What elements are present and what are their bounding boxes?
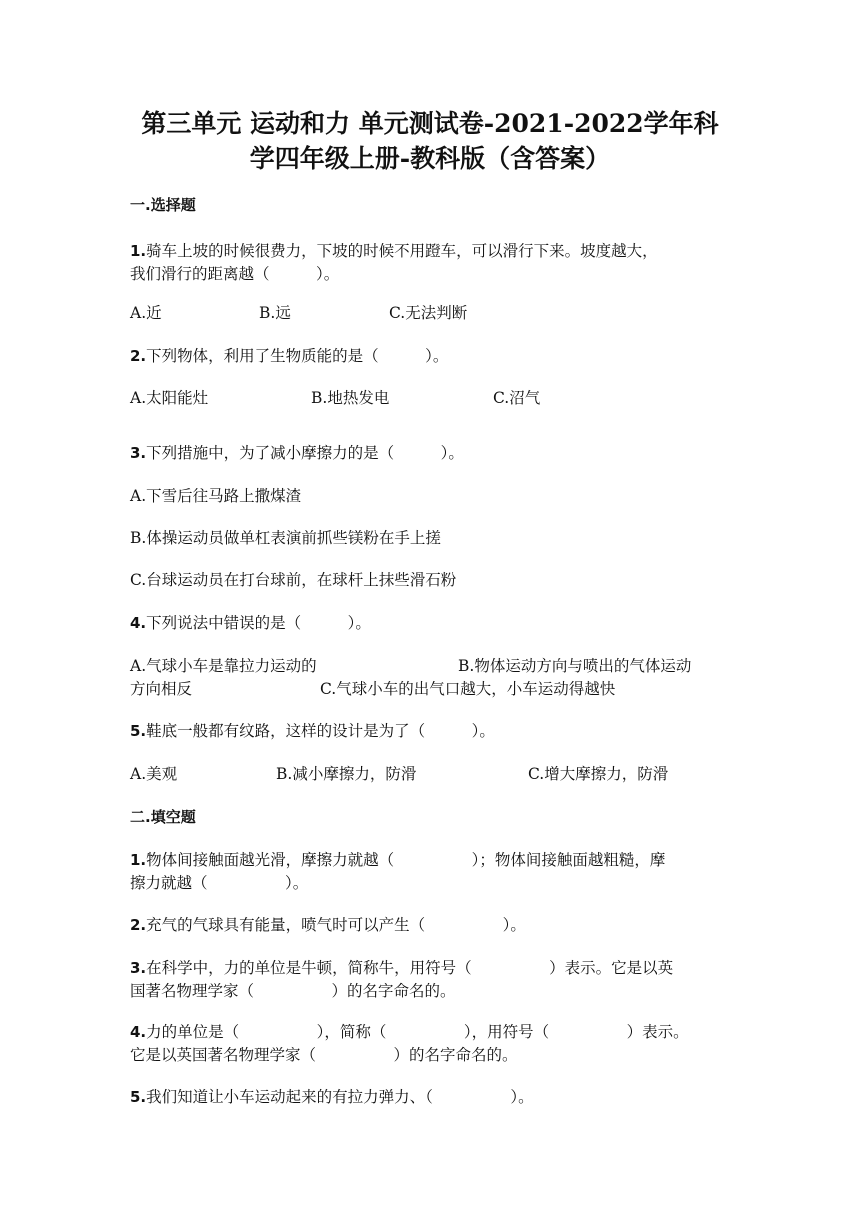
option-a: A.下雪后往马路上撒煤渣	[130, 487, 302, 505]
question-line: 擦力就越（ ）。	[130, 874, 309, 892]
option-c: C.沼气	[493, 389, 541, 407]
question-line	[130, 956, 673, 978]
question-line	[130, 913, 526, 935]
question-number: 4.	[130, 614, 147, 632]
question-text: 鞋底一般都有纹路，这样的设计是为了（ ）。	[146, 722, 495, 740]
question-text: 充气的气球具有能量，喷气时可以产生（ ）。	[146, 916, 526, 934]
option-a: A.太阳能灶	[130, 389, 209, 407]
question-number: 4.	[130, 1023, 147, 1041]
question-text: 下列说法中错误的是（ ）。	[146, 614, 371, 632]
page-title-line-2: 学四年级上册-教科版（含答案）	[249, 144, 611, 173]
question-line	[130, 239, 658, 261]
option-b: B.物体运动方向与喷出的气体运动	[458, 657, 692, 675]
question-line	[130, 719, 495, 741]
question-number: 3.	[130, 444, 147, 462]
question-line	[130, 344, 448, 366]
question-number: 3.	[130, 959, 147, 977]
option-b-continued: 方向相反	[130, 680, 193, 698]
section-heading-choice: 一.选择题	[130, 196, 196, 214]
option-b: B.远	[259, 304, 291, 322]
option-a: A.气球小车是靠拉力运动的	[130, 657, 317, 675]
question-text: 下列措施中，为了减小摩擦力的是（ ）。	[146, 444, 464, 462]
question-line	[130, 441, 464, 463]
option-a: A.近	[130, 304, 162, 322]
question-line	[130, 848, 665, 870]
question-number: 2.	[130, 347, 147, 365]
question-text: 物体间接触面越光滑，摩擦力就越（ ）；物体间接触面越粗糙，摩	[146, 851, 666, 869]
question-text: 在科学中，力的单位是牛顿，简称牛，用符号（ ）表示。它是以英	[146, 959, 674, 977]
question-line: 我们滑行的距离越（ ）。	[130, 265, 340, 283]
question-number: 2.	[130, 916, 147, 934]
option-a: A.美观	[130, 765, 178, 783]
question-number: 1.	[130, 242, 147, 260]
question-number: 1.	[130, 851, 147, 869]
question-text: 下列物体，利用了生物质能的是（ ）。	[146, 347, 449, 365]
question-line	[130, 611, 371, 633]
section-heading-fill: 二.填空题	[130, 808, 196, 826]
option-c: C.气球小车的出气口越大，小车运动得越快	[320, 680, 616, 698]
question-line	[130, 1020, 689, 1042]
option-b: B.地热发电	[311, 389, 390, 407]
question-text: 骑车上坡的时候很费力，下坡的时候不用蹬车，可以滑行下来。坡度越大，	[146, 242, 658, 260]
option-c: C.无法判断	[389, 304, 468, 322]
option-b: B.体操运动员做单杠表演前抓些镁粉在手上搓	[130, 529, 441, 547]
option-b: B.减小摩擦力，防滑	[276, 765, 417, 783]
question-line: 它是以英国著名物理学家（ ）的名字命名的。	[130, 1046, 518, 1064]
question-text: 我们知道让小车运动起来的有拉力弹力、（ ）。	[146, 1088, 534, 1106]
page-title-line-1: 第三单元 运动和力 单元测试卷-2021-2022学年科	[141, 109, 719, 138]
option-c: C.台球运动员在打台球前，在球杆上抹些滑石粉	[130, 571, 457, 589]
question-line	[130, 1085, 534, 1107]
question-number: 5.	[130, 722, 147, 740]
question-number: 5.	[130, 1088, 147, 1106]
option-c: C.增大摩擦力，防滑	[528, 765, 669, 783]
question-text: 力的单位是（ ），简称（ ），用符号（ ）表示。	[146, 1023, 689, 1041]
question-line: 国著名物理学家（ ）的名字命名的。	[130, 982, 456, 1000]
